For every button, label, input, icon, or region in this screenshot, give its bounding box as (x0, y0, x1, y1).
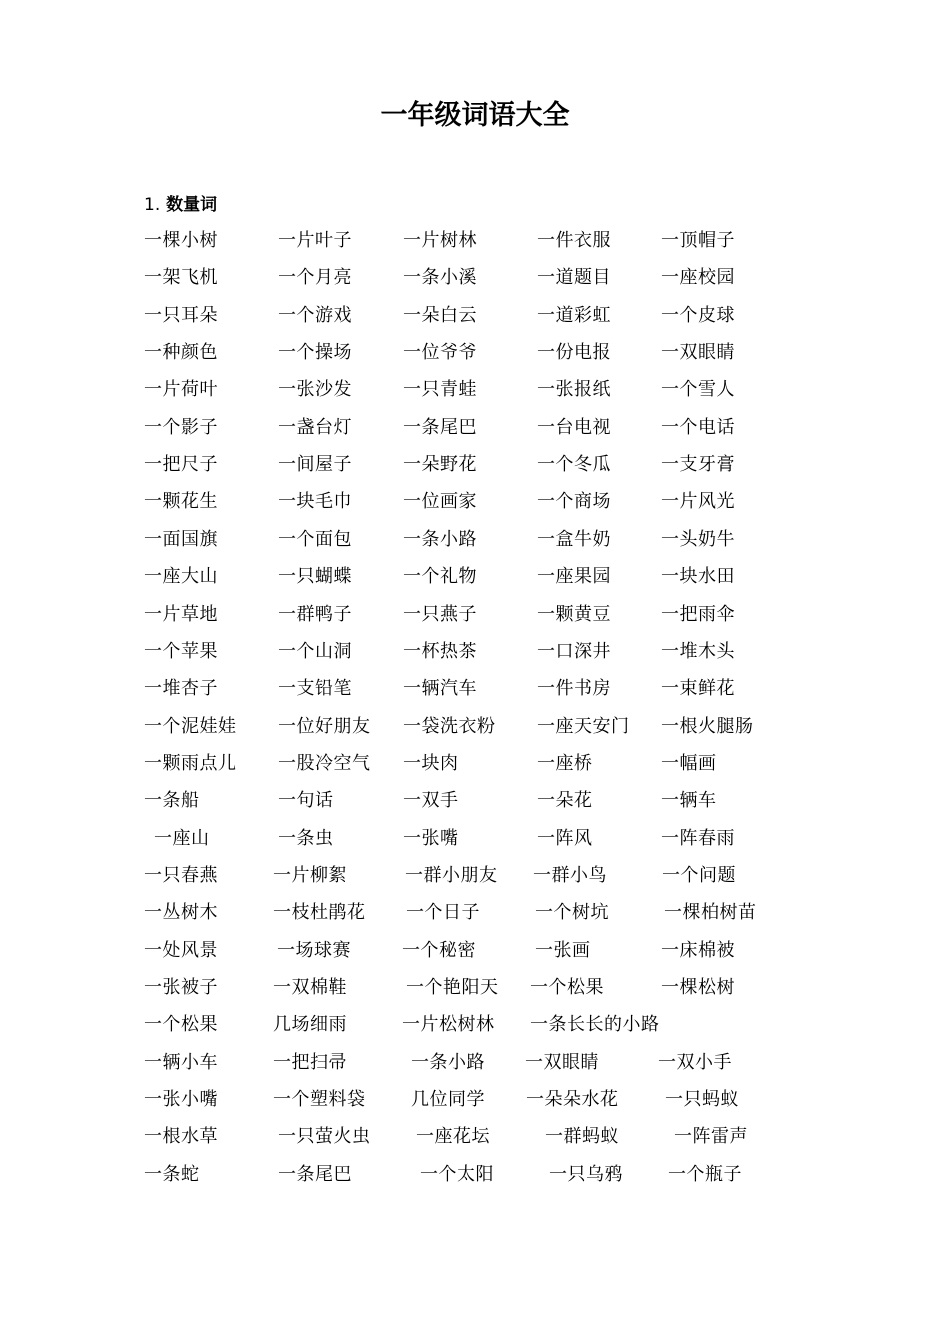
word-item: 一位好朋友 (278, 715, 371, 737)
word-item: 一个树坑 (535, 902, 609, 924)
word-item: 一幅画 (661, 752, 717, 774)
word-row (0, 1011, 950, 1039)
word-item: 一辆车 (661, 790, 717, 812)
word-item: 一个日子 (406, 902, 480, 924)
word-item: 一阵风 (537, 827, 593, 849)
word-item: 一个礼物 (403, 566, 477, 588)
word-item: 一群蚂蚁 (545, 1126, 619, 1148)
word-item: 一棵松树 (661, 977, 735, 998)
word-item: 一个艳阳天 (406, 977, 499, 998)
word-item: 一颗雨点儿 (144, 752, 237, 774)
word-item: 一处风景 (144, 939, 218, 961)
word-item: 一块毛巾 (278, 491, 352, 513)
word-item: 一群鸭子 (278, 603, 352, 625)
word-item: 一个泥娃娃 (144, 715, 237, 737)
word-item: 一个松果 (530, 977, 604, 998)
word-item: 一股冷空气 (278, 752, 371, 774)
word-item: 一台电视 (537, 416, 611, 438)
word-item: 一双棉鞋 (273, 977, 347, 998)
word-item: 一群小鸟 (533, 864, 607, 886)
word-item: 一朵野花 (403, 454, 477, 476)
word-item: 一句话 (278, 790, 334, 812)
word-item: 一只乌鸦 (549, 1163, 623, 1185)
word-item: 一阵春雨 (661, 827, 735, 849)
word-item: 一片荷叶 (144, 379, 218, 401)
word-item: 一块水田 (661, 566, 735, 588)
word-item: 几场细雨 (273, 1014, 347, 1036)
word-item: 一个操场 (278, 342, 352, 364)
word-row (0, 825, 950, 853)
word-item: 一个瓶子 (668, 1163, 742, 1185)
word-item: 一间屋子 (278, 454, 352, 476)
word-item: 一支铅笔 (278, 678, 352, 700)
word-item: 一架飞机 (144, 267, 218, 289)
word-row (0, 899, 950, 927)
word-row (0, 1049, 950, 1077)
word-item: 一颗花生 (144, 491, 218, 513)
word-item: 一根水草 (144, 1126, 218, 1148)
word-item: 一份电报 (537, 342, 611, 364)
word-item: 一张嘴 (403, 827, 459, 849)
word-item: 一口深井 (537, 640, 611, 662)
word-item: 一条长长的小路 (530, 1014, 660, 1036)
word-item: 一条小路 (403, 528, 477, 550)
word-item: 一只燕子 (403, 603, 477, 625)
word-row (0, 264, 950, 292)
word-item: 一双眼睛 (661, 342, 735, 364)
word-item: 一枝杜鹃花 (273, 902, 366, 924)
word-item: 一个苹果 (144, 640, 218, 662)
word-item: 一丛树木 (144, 902, 218, 924)
word-item: 一块肉 (403, 752, 459, 774)
word-item: 一座校园 (661, 267, 735, 289)
word-row (0, 526, 950, 554)
word-row (0, 750, 950, 778)
word-item: 一件书房 (537, 678, 611, 700)
word-item: 一位爷爷 (403, 342, 477, 364)
word-item: 一个影子 (144, 416, 218, 438)
word-item: 一面国旗 (144, 528, 218, 550)
word-item: 一双小手 (658, 1051, 732, 1073)
word-row (0, 638, 950, 666)
word-item: 一张画 (535, 939, 591, 961)
word-item: 一座天安门 (537, 715, 630, 737)
word-item: 一片树林 (403, 230, 477, 251)
word-item: 一片风光 (661, 491, 735, 513)
word-item: 一张被子 (144, 977, 218, 998)
word-item: 一盏台灯 (278, 416, 352, 438)
word-item: 一床棉被 (661, 939, 735, 961)
word-item: 一顶帽子 (661, 230, 735, 251)
word-item: 一个松果 (144, 1014, 218, 1036)
word-row (0, 451, 950, 479)
word-item: 一朵白云 (403, 304, 477, 326)
word-item: 一道彩虹 (537, 304, 611, 326)
word-item: 一只耳朵 (144, 304, 218, 326)
word-row (0, 1161, 950, 1189)
word-item: 一个游戏 (278, 304, 352, 326)
word-row (0, 713, 950, 741)
word-row (0, 974, 950, 1002)
word-item: 一棵柏树苗 (664, 902, 757, 924)
word-item: 一辆小车 (144, 1051, 218, 1073)
word-item: 几位同学 (411, 1089, 485, 1111)
word-item: 一阵雷声 (674, 1126, 748, 1148)
word-item: 一辆汽车 (403, 678, 477, 700)
word-row (0, 227, 950, 255)
word-item: 一个雪人 (661, 379, 735, 401)
word-item: 一只蝴蝶 (278, 566, 352, 588)
word-item: 一群小朋友 (405, 864, 498, 886)
section-label: 数量词 (166, 195, 218, 215)
word-item: 一个秘密 (402, 939, 476, 961)
word-item: 一朵花 (537, 790, 593, 812)
word-item: 一条虫 (278, 827, 334, 849)
word-row (0, 563, 950, 591)
word-item: 一把雨伞 (661, 603, 735, 625)
word-item: 一条尾巴 (403, 416, 477, 438)
word-item: 一双手 (403, 790, 459, 812)
word-item: 一个问题 (662, 864, 736, 886)
word-item: 一只萤火虫 (278, 1126, 371, 1148)
word-row (0, 488, 950, 516)
page-title: 一年级词语大全 (380, 100, 570, 131)
word-item: 一条小溪 (403, 267, 477, 289)
word-item: 一盒牛奶 (537, 528, 611, 550)
word-item: 一片松树林 (402, 1014, 495, 1036)
word-item: 一片叶子 (278, 230, 352, 251)
word-item: 一条船 (144, 790, 200, 812)
word-item: 一个商场 (537, 491, 611, 513)
word-item: 一个冬瓜 (537, 454, 611, 476)
word-item: 一根火腿肠 (661, 715, 754, 737)
word-item: 一片草地 (144, 603, 218, 625)
word-item: 一座大山 (144, 566, 218, 588)
word-item: 一片柳絮 (273, 864, 347, 886)
word-item: 一堆杏子 (144, 678, 218, 700)
word-row (0, 376, 950, 404)
word-item: 一座花坛 (416, 1126, 490, 1148)
word-item: 一条尾巴 (278, 1163, 352, 1185)
word-item: 一位画家 (403, 491, 477, 513)
word-item: 一束鲜花 (661, 678, 735, 700)
word-row (0, 339, 950, 367)
word-row (0, 302, 950, 330)
word-item: 一个电话 (661, 416, 735, 438)
word-item: 一条蛇 (144, 1163, 200, 1185)
word-item: 一只春燕 (144, 864, 218, 886)
word-item: 一张小嘴 (144, 1089, 218, 1111)
word-item: 一张沙发 (278, 379, 352, 401)
word-row (0, 1086, 950, 1114)
word-item: 一个塑料袋 (273, 1089, 366, 1111)
word-item: 一条小路 (411, 1051, 485, 1073)
word-item: 一堆木头 (661, 640, 735, 662)
word-row (0, 601, 950, 629)
word-row (0, 414, 950, 442)
word-item: 一张报纸 (537, 379, 611, 401)
word-item: 一个皮球 (661, 304, 735, 326)
word-item: 一支牙膏 (661, 454, 735, 476)
word-item: 一棵小树 (144, 230, 218, 251)
word-row (0, 787, 950, 815)
word-row (0, 937, 950, 965)
word-item: 一个太阳 (420, 1163, 494, 1185)
word-item: 一把尺子 (144, 454, 218, 476)
word-item: 一把扫帚 (273, 1051, 347, 1073)
word-item: 一座果园 (537, 566, 611, 588)
section-number: 1. (144, 195, 161, 215)
word-item: 一只青蛙 (403, 379, 477, 401)
word-item: 一双眼睛 (525, 1051, 599, 1073)
word-item: 一杯热茶 (403, 640, 477, 662)
word-row (0, 1123, 950, 1151)
word-item: 一个月亮 (278, 267, 352, 289)
word-item: 一座山 (154, 827, 210, 849)
word-item: 一件衣服 (537, 230, 611, 251)
word-item: 一种颜色 (144, 342, 218, 364)
word-item: 一个面包 (278, 528, 352, 550)
word-item: 一座桥 (537, 752, 593, 774)
word-item: 一颗黄豆 (537, 603, 611, 625)
word-item: 一只蚂蚁 (665, 1089, 739, 1111)
word-row (0, 862, 950, 890)
word-item: 一道题目 (537, 267, 611, 289)
word-item: 一个山洞 (278, 640, 352, 662)
word-item: 一朵朵水花 (526, 1089, 619, 1111)
word-item: 一场球赛 (277, 939, 351, 961)
word-item: 一袋洗衣粉 (403, 715, 496, 737)
word-row (0, 675, 950, 703)
word-item: 一头奶牛 (661, 528, 735, 550)
